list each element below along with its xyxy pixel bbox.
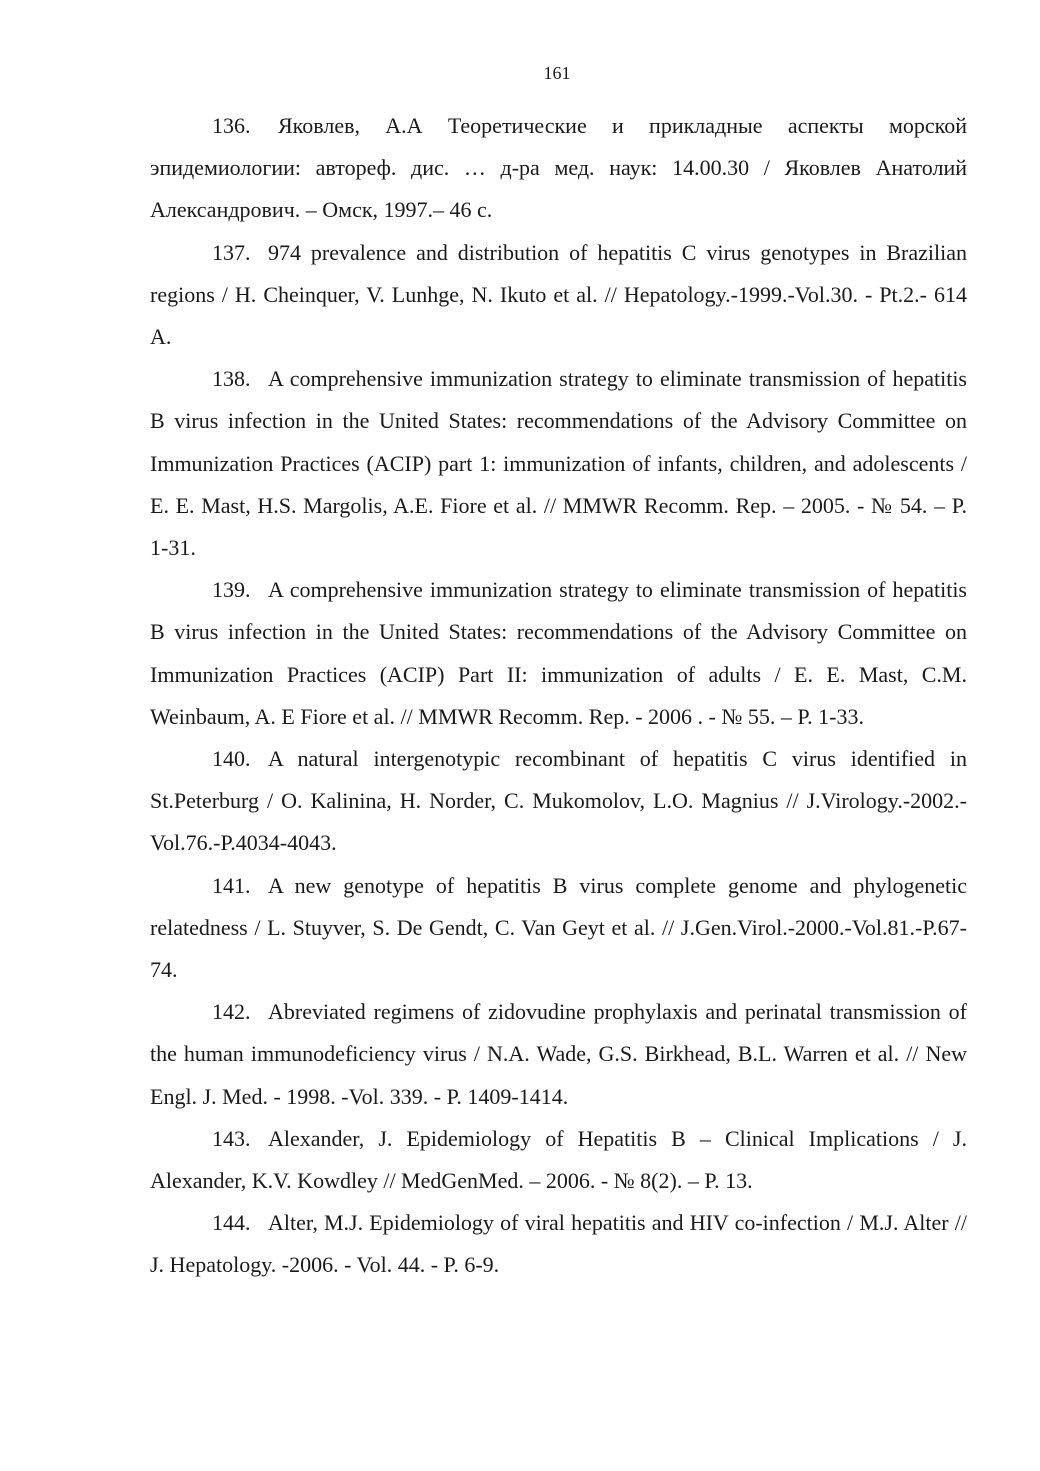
reference-number: 141. xyxy=(212,872,251,898)
reference-text: Alexander, J. Epidemiology of Hepatitis B – Clinical Implications / J. Alexander, K.V. Kowdley // MedGenMed. – 2006. - № 8(2). – P. 13. xyxy=(150,1125,967,1194)
reference-text: Яковлев, А.А Теоретические и прикладные аспекты морской эпидемиологии: автореф. дис. … д-ра мед. наук: 14.00.30 / Яковлев Анатолий Александрович. – Омск, 1997.– 46 с. xyxy=(150,113,967,223)
reference-text: A natural intergenotypic recombinant of hepatitis C virus identified in St.Peterburg / O. Kalinina, H. Norder, C. Mukomolov, L.O. Magnius // J.Virology.-2002.-Vol.76.-P.4034-4043. xyxy=(150,746,967,856)
reference-item xyxy=(150,865,967,992)
reference-item xyxy=(150,1118,967,1202)
reference-item xyxy=(150,991,967,1118)
reference-number: 136. xyxy=(212,113,251,138)
reference-number: 137. xyxy=(212,239,251,265)
reference-list xyxy=(150,105,967,1287)
reference-number: 140. xyxy=(212,746,251,772)
reference-item xyxy=(150,232,967,359)
reference-text: Alter, M.J. Epidemiology of viral hepatitis and HIV co-infection / M.J. Alter // J. Hepatology. -2006. - Vol. 44. - P. 6-9. xyxy=(150,1210,967,1278)
reference-number: 139. xyxy=(212,577,251,603)
reference-item xyxy=(150,569,967,738)
reference-number: 138. xyxy=(212,366,251,392)
reference-item xyxy=(150,738,967,865)
reference-number: 142. xyxy=(212,999,251,1025)
page-number: 161 xyxy=(543,63,571,83)
reference-text: A new genotype of hepatitis B virus complete genome and phylogenetic relatedness / L. Stuyver, S. De Gendt, C. Van Geyt et al. // J.Gen.Virol.-2000.-Vol.81.-P.67-74. xyxy=(150,872,967,983)
reference-item xyxy=(150,105,967,232)
reference-number: 144. xyxy=(212,1210,251,1236)
reference-text: A comprehensive immunization strategy to eliminate transmission of hepatitis B virus infection in the United States: recommendations of the Advisory Committee on Immunization Practices (ACIP) part 1: immunization of infants, children, and adolescents / E. E. Mast, H.S. Margolis, A.E. Fiore et al. // MMWR Recomm. Rep. – 2005. - № 54. – P. 1-31. xyxy=(150,366,967,561)
reference-number: 143. xyxy=(212,1125,251,1151)
reference-item xyxy=(150,358,967,569)
reference-text: A comprehensive immunization strategy to eliminate transmission of hepatitis B virus infection in the United States: recommendations of the Advisory Committee on Immunization Practices (ACIP) Part II: immunization of adults / E. E. Mast, C.M. Weinbaum, A. E Fiore et al. // MMWR Recomm. Rep. - 2006 . - № 55. – P. 1-33. xyxy=(150,577,967,729)
reference-text: 974 prevalence and distribution of hepatitis C virus genotypes in Brazilian regions / H. Cheinquer, V. Lunhge, N. Ikuto et al. // Hepatology.-1999.-Vol.30. - Pt.2.- 614 A. xyxy=(150,239,967,350)
reference-text: Abreviated regimens of zidovudine prophylaxis and perinatal transmission of the human immunodeficiency virus / N.A. Wade, G.S. Birkhead, B.L. Warren et al. // New Engl. J. Med. - 1998. -Vol. 339. - P. 1409-1414. xyxy=(150,999,967,1109)
reference-item xyxy=(150,1202,967,1286)
